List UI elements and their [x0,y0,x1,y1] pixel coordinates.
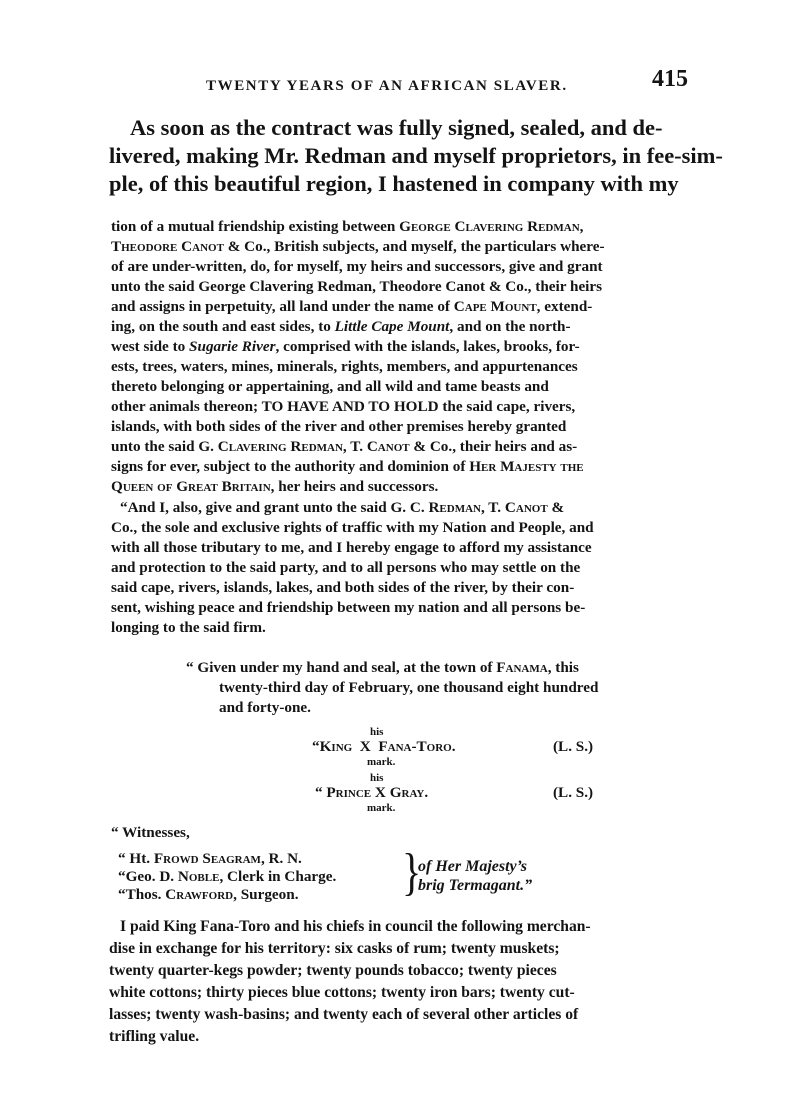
witness-note: of Her Majesty’s [418,858,528,875]
running-title: TWENTY YEARS OF AN AFRICAN SLAVER. [206,78,568,94]
mark-x: X [359,738,371,755]
signature-mark: mark. [367,802,396,814]
deed-line: “ Given under my hand and seal, at the town of Fanama, this [186,659,579,676]
deed-line: “And I, also, give and grant unto the said G. C. Redman, T. Canot & [120,499,565,516]
page-header [0,66,800,100]
deed-line: ests, trees, waters, mines, minerals, rights, members, and appurtenances [111,358,578,375]
deed-line: and forty-one. [219,699,311,716]
deed-line: west side to Sugarie River, comprised with the islands, lakes, brooks, for- [111,338,580,355]
signature-king: “King X Fana-Toro. [312,738,456,755]
intro-line-3: ple, of this beautiful region, I hastened in company with my [109,171,679,196]
signature-his: his [370,726,384,738]
closing-line: twenty quarter-kegs powder; twenty pounds tobacco; twenty pieces [109,962,557,979]
deed-line: signs for ever, subject to the authority and dominion of Her Majesty the [111,458,584,475]
closing-line: I paid King Fana-Toro and his chiefs in council the following merchan- [120,918,591,935]
signature-mark: mark. [367,756,396,768]
brace: } [402,842,422,901]
deed-line: and assigns in perpetuity, all land under the name of Cape Mount, extend- [111,298,593,315]
deed-line: longing to the said firm. [111,619,266,636]
witness-note: brig Termagant.” [418,877,533,894]
closing-line: white cottons; thirty pieces blue cottons; twenty iron bars; twenty cut- [109,984,575,1001]
deed-line: islands, with both sides of the river and other premises hereby granted [111,418,567,435]
witnesses-label: “ Witnesses, [111,824,190,841]
deed-line: with all those tributary to me, and I hereby engage to afford my assistance [111,539,592,556]
witness-entry: “Thos. Crawford, Surgeon. [118,886,299,903]
deed-line: said cape, rivers, islands, lakes, and both sides of the river, by their con- [111,579,575,596]
deed-line: unto the said G. Clavering Redman, T. Canot & Co., their heirs and as- [111,438,578,455]
deed-line: ing, on the south and east sides, to Little Cape Mount, and on the north- [111,318,571,335]
intro-line-2: livered, making Mr. Redman and myself proprietors, in fee-sim- [109,143,723,168]
deed-line: other animals thereon; TO HAVE AND TO HOLD the said cape, rivers, [111,398,576,415]
mark-x: X [374,784,386,801]
deed-line: and protection to the said party, and to all persons who may settle on the [111,559,581,576]
deed-line: sent, wishing peace and friendship between my nation and all persons be- [111,599,586,616]
deed-line: of are under-written, do, for myself, my heirs and successors, give and grant [111,258,603,275]
closing-line: trifling value. [109,1028,200,1045]
deed-line: tion of a mutual friendship existing between George Clavering Redman, [111,218,584,235]
deed-line: thereto belonging or appertaining, and all wild and tame beasts and [111,378,549,395]
closing-line: dise in exchange for his territory: six casks of rum; twenty muskets; [109,940,560,957]
deed-line: Co., the sole and exclusive rights of traffic with my Nation and People, and [111,519,594,536]
deed-line: Queen of Great Britain, her heirs and successors. [111,478,439,495]
seal: (L. S.) [553,784,594,801]
witness-entry: “ Ht. Frowd Seagram, R. N. [118,850,302,867]
closing-line: lasses; twenty wash-basins; and twenty each of several other articles of [109,1006,579,1023]
deed-line: unto the said George Clavering Redman, Theodore Canot & Co., their heirs [111,278,603,295]
deed-line: twenty-third day of February, one thousand eight hundred [219,679,599,696]
signature-his: his [370,772,384,784]
witness-entry: “Geo. D. Noble, Clerk in Charge. [118,868,337,885]
signature-prince: “ Prince X Gray. [315,784,429,801]
intro-line-1: As soon as the contract was fully signed, sealed, and de- [130,115,663,140]
seal: (L. S.) [553,738,594,755]
page-number: 415 [652,66,688,92]
deed-line: Theodore Canot & Co., British subjects, and myself, the particulars where- [111,238,605,255]
